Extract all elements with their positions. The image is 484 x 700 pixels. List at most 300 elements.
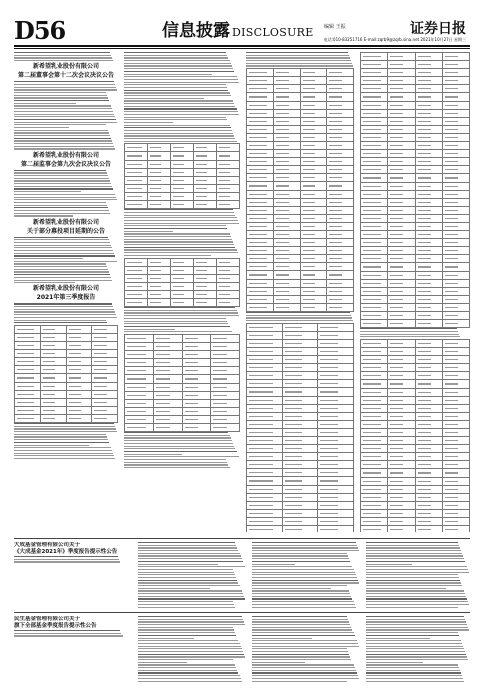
table-cell — [318, 493, 354, 501]
table-cell — [388, 158, 415, 166]
text-line — [252, 545, 357, 546]
table-row — [247, 214, 354, 222]
announcement-company: 新希望乳业股份有限公司 — [32, 285, 99, 293]
table-cell — [415, 231, 442, 239]
text-line — [14, 450, 112, 451]
text-line — [252, 635, 355, 636]
text-line — [124, 220, 238, 221]
table-cell — [247, 117, 274, 125]
table-cell — [148, 282, 171, 290]
text-line — [14, 269, 108, 270]
announcement-company: 大成基金管理有限公司关于 — [14, 542, 81, 548]
table-row — [247, 198, 354, 206]
table-cell — [318, 453, 354, 461]
table-cell — [442, 477, 469, 485]
text-line — [366, 638, 430, 639]
announcement-title: 2021年第三季度报告 — [36, 294, 96, 302]
table-cell — [182, 334, 211, 342]
text-line — [124, 456, 239, 457]
table-row — [247, 323, 354, 331]
table-cell — [66, 358, 92, 366]
table-cell — [415, 372, 442, 380]
table-cell — [300, 158, 327, 166]
table-cell — [148, 258, 171, 266]
table-cell — [125, 415, 154, 423]
text-line — [252, 627, 351, 628]
table-cell — [361, 214, 388, 222]
text-line — [138, 550, 238, 551]
table-cell — [442, 295, 469, 303]
table-cell — [15, 333, 41, 341]
table-cell — [153, 351, 182, 359]
text-line — [138, 621, 244, 622]
text-line — [252, 590, 349, 591]
announcement-company: 民生基金管理有限公司关于 — [14, 616, 81, 622]
table-row — [361, 469, 470, 477]
text-line — [366, 662, 423, 663]
text-line — [366, 632, 458, 633]
table-cell — [442, 279, 469, 287]
table-cell — [442, 182, 469, 190]
table-row — [361, 142, 470, 150]
table-cell — [282, 356, 318, 364]
table-cell — [442, 69, 469, 77]
table-cell — [361, 372, 388, 380]
table-cell — [125, 343, 154, 351]
table-cell — [217, 152, 240, 160]
table-cell — [217, 201, 240, 209]
announcement-title: 关于部分募投项目延期的公告 — [26, 227, 105, 235]
table-cell — [415, 320, 442, 328]
table-row — [361, 356, 470, 364]
table-cell — [442, 133, 469, 141]
table-cell — [300, 255, 327, 263]
table-row — [361, 174, 470, 182]
text-line — [14, 135, 110, 136]
table-cell — [66, 390, 92, 398]
table-cell — [388, 428, 415, 436]
table-cell — [388, 150, 415, 158]
table-row — [361, 412, 470, 420]
table-cell — [300, 295, 327, 303]
table-row — [15, 382, 118, 390]
table-cell — [273, 77, 300, 85]
text-line — [246, 315, 351, 316]
text-line — [14, 239, 109, 240]
table-cell — [442, 190, 469, 198]
table-cell — [282, 380, 318, 388]
table-cell — [273, 198, 300, 206]
table-cell — [327, 101, 354, 109]
table-cell — [327, 271, 354, 279]
table-cell — [388, 501, 415, 509]
header-rule — [14, 45, 470, 47]
table-cell — [247, 404, 283, 412]
text-line — [124, 255, 211, 256]
text-line — [124, 247, 235, 248]
table-cell — [300, 279, 327, 287]
text-line — [366, 667, 459, 668]
table-cell — [247, 198, 274, 206]
table-cell — [388, 339, 415, 347]
table-cell — [217, 160, 240, 168]
text-line — [14, 191, 81, 192]
table-cell — [415, 125, 442, 133]
text-line — [124, 462, 227, 463]
table-cell — [388, 231, 415, 239]
table-cell — [361, 53, 388, 61]
table-cell — [361, 109, 388, 117]
text-line — [138, 654, 244, 655]
table-cell — [247, 141, 274, 149]
table-row — [361, 166, 470, 174]
text-line — [138, 596, 244, 597]
table-cell — [415, 380, 442, 388]
table-cell — [247, 469, 283, 477]
text-line — [14, 81, 114, 82]
text-line — [366, 635, 459, 636]
text-line — [246, 60, 351, 61]
text-line — [14, 423, 114, 424]
table-cell — [388, 372, 415, 380]
text-line — [360, 334, 459, 335]
table-cell — [171, 298, 194, 306]
table-cell — [66, 374, 92, 382]
table-row — [361, 77, 470, 85]
table-cell — [40, 333, 66, 341]
table-row — [247, 150, 354, 158]
text-line — [124, 435, 230, 436]
table-cell — [15, 414, 41, 422]
section-title-zh: 信息披露 — [162, 21, 230, 41]
table-cell — [300, 239, 327, 247]
table-row — [361, 150, 470, 158]
table-row — [361, 69, 470, 77]
text-line — [124, 111, 238, 112]
text-line — [366, 572, 469, 573]
table-cell — [415, 182, 442, 190]
text-line — [138, 629, 234, 630]
text-line — [138, 598, 245, 599]
table-cell — [415, 214, 442, 222]
text-line — [14, 138, 111, 139]
table-cell — [388, 388, 415, 396]
table-cell — [327, 255, 354, 263]
table-row — [361, 109, 470, 117]
table-cell — [282, 485, 318, 493]
table-cell — [388, 469, 415, 477]
table-cell — [442, 501, 469, 509]
table-row — [15, 350, 118, 358]
table-cell — [15, 350, 41, 358]
table-cell — [92, 350, 118, 358]
text-line — [138, 651, 243, 652]
table-cell — [415, 339, 442, 347]
table-cell — [148, 168, 171, 176]
table-row — [15, 406, 118, 414]
text-line — [14, 266, 107, 267]
table-cell — [442, 485, 469, 493]
table-row — [247, 445, 354, 453]
table-row — [247, 174, 354, 182]
table-cell — [361, 255, 388, 263]
table-cell — [40, 374, 66, 382]
table-cell — [318, 364, 354, 372]
table-cell — [40, 398, 66, 406]
table-cell — [15, 358, 41, 366]
table-cell — [247, 428, 283, 436]
table-row — [125, 334, 240, 342]
text-line — [14, 207, 108, 208]
table-cell — [388, 166, 415, 174]
text-line — [366, 555, 463, 556]
table-row — [247, 263, 354, 271]
table-cell — [182, 359, 211, 367]
text-line — [366, 577, 459, 578]
table-cell — [388, 356, 415, 364]
table-cell — [361, 239, 388, 247]
table-cell — [194, 266, 217, 274]
announcement-company: 新希望乳业股份有限公司 — [32, 63, 99, 71]
table-cell — [415, 109, 442, 117]
table-cell — [247, 396, 283, 404]
text-line — [138, 616, 242, 617]
text-line — [124, 52, 226, 53]
table-cell — [388, 493, 415, 501]
table-cell — [442, 239, 469, 247]
table-cell — [442, 117, 469, 125]
table-cell — [66, 350, 92, 358]
text-line — [14, 635, 123, 636]
table-cell — [327, 222, 354, 230]
text-line — [252, 662, 305, 663]
text-line — [366, 561, 465, 562]
text-line — [14, 213, 110, 214]
section-title-en: DISCLOSURE — [232, 26, 314, 39]
table-cell — [442, 445, 469, 453]
table-cell — [148, 184, 171, 192]
table-cell — [415, 247, 442, 255]
table-row — [247, 526, 354, 532]
table-cell — [40, 406, 66, 414]
table-cell — [300, 109, 327, 117]
table-row — [247, 396, 354, 404]
text-line — [252, 619, 348, 620]
text-line — [252, 596, 351, 597]
text-line — [138, 555, 241, 556]
table-row — [361, 339, 470, 347]
newspaper-logo: 证券日报 — [410, 21, 466, 37]
table-cell — [40, 350, 66, 358]
table-cell — [388, 190, 415, 198]
table-cell — [388, 279, 415, 287]
text-line — [124, 432, 228, 433]
table-cell — [247, 445, 283, 453]
table-cell — [282, 493, 318, 501]
table-cell — [182, 375, 211, 383]
table-cell — [247, 255, 274, 263]
text-line — [124, 315, 239, 316]
table-cell — [211, 359, 240, 367]
table-cell — [415, 420, 442, 428]
text-line — [366, 670, 460, 671]
table-cell — [247, 182, 274, 190]
text-line — [252, 555, 348, 556]
text-line — [14, 237, 108, 238]
table-cell — [361, 133, 388, 141]
table-cell — [300, 214, 327, 222]
text-line — [252, 580, 358, 581]
text-line — [124, 231, 173, 232]
text-line — [252, 651, 348, 652]
table-cell — [415, 190, 442, 198]
text-line — [360, 331, 458, 332]
table-cell — [415, 356, 442, 364]
data-table — [124, 143, 240, 209]
text-line — [138, 624, 245, 625]
table-cell — [194, 152, 217, 160]
text-line — [14, 274, 110, 275]
table-cell — [247, 437, 283, 445]
table-cell — [415, 348, 442, 356]
column-4 — [360, 52, 470, 532]
table-row — [247, 182, 354, 190]
text-line — [124, 464, 228, 465]
table-row — [361, 320, 470, 328]
table-cell — [388, 255, 415, 263]
text-line — [366, 681, 464, 682]
text-line — [124, 100, 233, 101]
table-row — [361, 364, 470, 372]
text-line — [14, 314, 116, 315]
text-line — [124, 454, 182, 455]
table-cell — [15, 382, 41, 390]
table-cell — [442, 287, 469, 295]
table-cell — [300, 190, 327, 198]
text-line — [14, 52, 110, 53]
table-cell — [442, 166, 469, 174]
table-cell — [442, 469, 469, 477]
text-line — [138, 664, 235, 665]
table-cell — [442, 206, 469, 214]
table-cell — [388, 133, 415, 141]
text-line — [14, 258, 83, 259]
table-row — [361, 526, 470, 532]
text-line — [124, 233, 230, 234]
table-cell — [217, 192, 240, 200]
table-cell — [217, 258, 240, 266]
table-cell — [211, 415, 240, 423]
table-cell — [415, 77, 442, 85]
text-line — [14, 188, 113, 189]
table-cell — [171, 160, 194, 168]
table-cell — [388, 380, 415, 388]
table-cell — [273, 150, 300, 158]
table-cell — [300, 206, 327, 214]
text-line — [252, 564, 295, 565]
table-row — [361, 93, 470, 101]
table-cell — [318, 428, 354, 436]
text-line — [138, 593, 243, 594]
table-cell — [247, 214, 274, 222]
text-line — [366, 654, 466, 655]
table-cell — [388, 348, 415, 356]
text-line — [124, 114, 239, 115]
table-cell — [247, 231, 274, 239]
text-line — [366, 640, 461, 641]
table-cell — [171, 144, 194, 152]
text-line — [246, 320, 353, 321]
table-cell — [388, 485, 415, 493]
table-cell — [194, 144, 217, 152]
table-cell — [217, 298, 240, 306]
table-cell — [415, 518, 442, 526]
table-cell — [442, 93, 469, 101]
table-row — [247, 331, 354, 339]
table-cell — [211, 407, 240, 415]
table-cell — [415, 142, 442, 150]
text-line — [138, 585, 240, 586]
text-line — [124, 55, 227, 56]
table-cell — [415, 61, 442, 69]
text-line — [366, 627, 468, 628]
text-line — [14, 556, 118, 557]
text-line — [14, 95, 107, 96]
table-cell — [361, 93, 388, 101]
table-cell — [273, 279, 300, 287]
table-cell — [442, 526, 469, 532]
table-cell — [153, 399, 182, 407]
table-cell — [318, 380, 354, 388]
text-line — [124, 71, 234, 72]
table-row — [247, 85, 354, 93]
table-cell — [327, 279, 354, 287]
table-cell — [171, 168, 194, 176]
text-line — [138, 678, 241, 679]
table-cell — [92, 414, 118, 422]
table-cell — [92, 366, 118, 374]
table-cell — [361, 125, 388, 133]
table-row — [361, 453, 470, 461]
left-column — [14, 52, 118, 532]
table-cell — [442, 518, 469, 526]
table-cell — [361, 380, 388, 388]
table-row — [125, 282, 240, 290]
table-row — [247, 255, 354, 263]
table-row — [361, 445, 470, 453]
text-line — [124, 138, 235, 139]
table-cell — [273, 206, 300, 214]
table-cell — [361, 295, 388, 303]
text-line — [366, 593, 465, 594]
table-cell — [327, 141, 354, 149]
table-cell — [211, 343, 240, 351]
text-line — [14, 447, 111, 448]
table-cell — [40, 325, 66, 333]
text-line — [138, 656, 245, 657]
table-row — [247, 247, 354, 255]
table-cell — [442, 348, 469, 356]
text-line — [14, 255, 115, 256]
table-cell — [442, 174, 469, 182]
table-row — [247, 428, 354, 436]
table-cell — [415, 222, 442, 230]
table-row — [247, 485, 354, 493]
table-row — [247, 141, 354, 149]
table-cell — [318, 437, 354, 445]
table-cell — [300, 93, 327, 101]
table-row — [15, 374, 118, 382]
